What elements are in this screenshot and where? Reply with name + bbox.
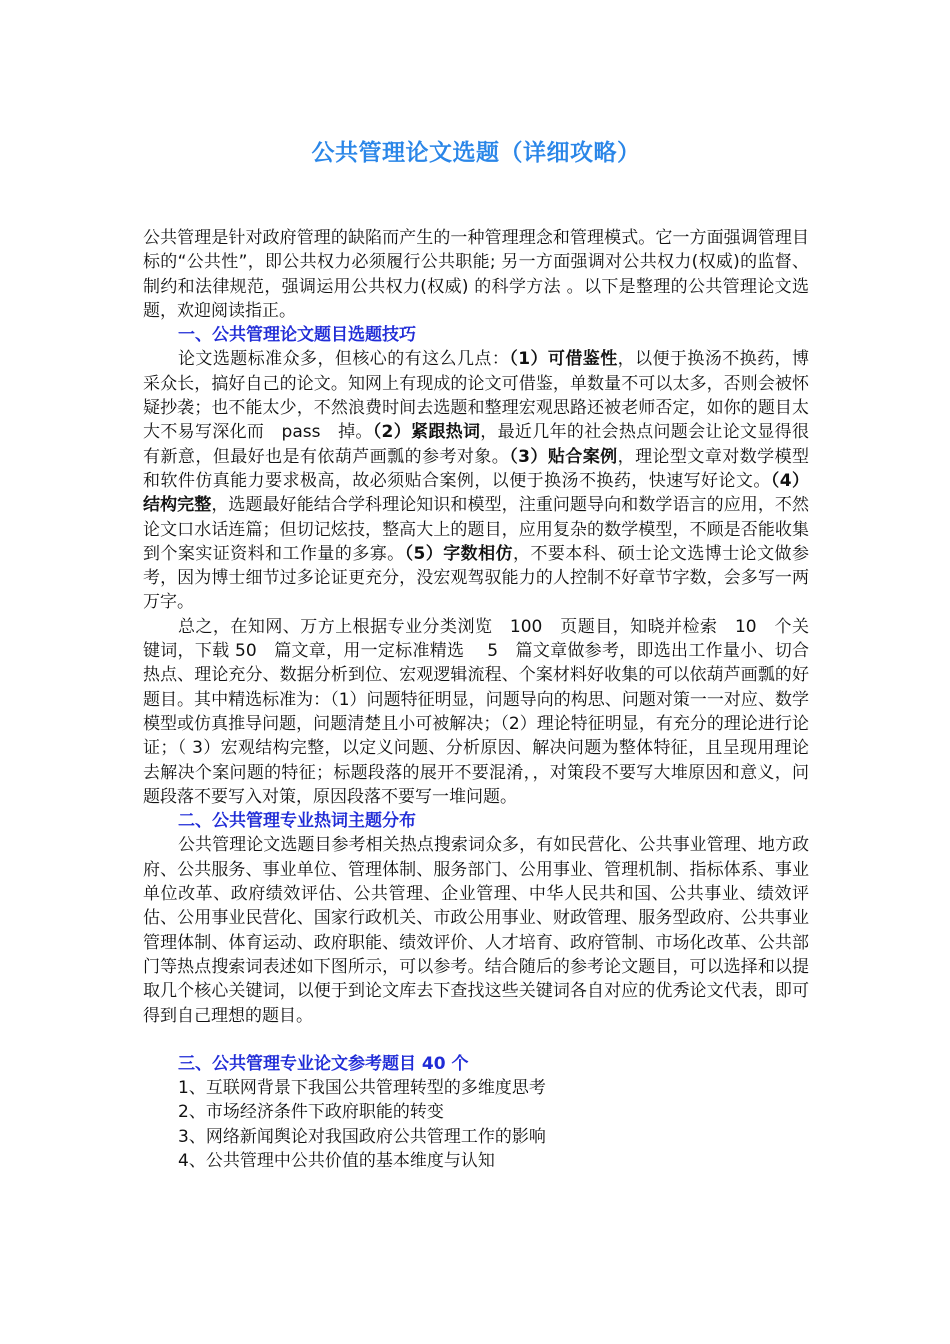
paragraph-selection-criteria (143, 347, 809, 614)
section-heading-3: 三、公共管理专业论文参考题目 40 个 (178, 1053, 469, 1074)
text-run: ，最近几年的社会热点问题会让论文显得很有新意，但最好也是有依葫芦画瓢的参考对象。 (143, 422, 810, 467)
list-item: 4、公共管理中公共价值的基本维度与认知 (178, 1150, 495, 1171)
text-run: ，不要本科、硕士论文选博士论文做参考，因为博士细节过多论证更充分，没宏观驾驭能力的人控制不好章节字数，会多写一两万字。 (143, 543, 809, 613)
list-item: 2、市场经济条件下政府职能的转变 (178, 1102, 444, 1123)
section-heading-2: 二、公共管理专业热词主题分布 (178, 811, 416, 832)
text-run: ，以便于换汤不换药，博采众长，搞好自己的论文。知网上有现成的论文可借鉴，单数量不可以太多，否则会被怀疑抄袭；也不能太少，不然浪费时间去选题和整理宏观思路还被老师否定，如你的题目太大不易写深化而 pass 掉。 (143, 349, 809, 443)
section-heading-1: 一、公共管理论文题目选题技巧 (178, 325, 416, 346)
bold-term: （3）贴合案例 (509, 446, 618, 467)
paragraph-hot-keywords: 公共管理论文选题目参考相关热点搜索词众多，有如民营化、公共事业管理、地方政府、公共服务、事业单位、管理体制、服务部门、公用事业、管理机制、指标体系、事业单位改革、政府绩效评估、公共管理、企业管理、中华人民共和国、公共事业、绩效评估、公用事业民营化、国家行政机关、市政公用事业、财政管理、服务型政府、公共事业管理体制、体育运动、政府职能、绩效评价、人才培育、政府管制、市场化改革、公共部门等热点搜索词表述如下图所示，可以参考。结合随后的参考论文题目，可以选择和以提取几个核心关键词，以便于到论文库去下查找这些关键词各自对应的优秀论文代表，即可得到自己理想的题目。 (143, 835, 809, 1026)
document-title: 公共管理论文选题（详细攻略） (311, 140, 641, 166)
text-run: ，理论型文章对数学模型和软件仿真能力要求极高，故必须贴合案例，以便于换汤不换药，快速写好论文。 (143, 446, 810, 491)
document-body (143, 226, 809, 1173)
intro-paragraph: 公共管理是针对政府管理的缺陷而产生的一种管理理念和管理模式。它一方面强调管理目标的“公共性”，即公共权力必须履行公共职能; 另一方面强调对公共权力(权威)的监督、制约和法律规范，强调运用公共权力(权威) 的科学方法 。以下是整理的公共管理论文选题，欢迎阅读指正。 (143, 228, 809, 321)
bold-term: （2）紧跟热词 (372, 422, 481, 443)
bold-term: （4）结构完整 (143, 470, 809, 516)
bold-term: （5）字数相仿 (404, 543, 513, 564)
text-run: ，选题最好能结合学科理论知识和模型，注重问题导向和数学语言的应用，不然论文口水话连篇；但切记炫技，整高大上的题目，应用复杂的数学模型，不顾是否能收集到个案实证资料和工作量的多寡。 (143, 495, 810, 564)
paragraph-summary: 总之，在知网、万方上根据专业分类浏览 100 页题目，知晓并检索 10 个关键词，下载 50 篇文章，用一定标准精选 5 篇文章做参考，即选出工作量小、切合热点、理论充分、数据分析到位、宏观逻辑流程、个案材料好收集的可以依葫芦画瓢的好题目。其中精选标准为：（1）问题特征明显，问题导向的构思、问题对策一一对应、数学模型或仿真推导问题，问题清楚且小可被解决；（2）理论特征明显，有充分的理论进行论证；（ 3）宏观结构完整，以定义问题、分析原因、解决问题为整体特征，且呈现用理论去解决个案问题的特征；标题段落的展开不要混淆，，对策段不要写大堆原因和意义，问题段落不要写入对策，原因段落不要写一堆问题。 (143, 616, 809, 807)
list-item: 3、网络新闻舆论对我国政府公共管理工作的影响 (178, 1126, 546, 1147)
list-item: 1、互联网背景下我国公共管理转型的多维度思考 (178, 1078, 546, 1099)
spacer (143, 1028, 809, 1052)
text-run: 论文选题标准众多，但核心的有这么几点： (178, 349, 510, 370)
bold-term: （1）可借鉴性 (509, 349, 618, 370)
